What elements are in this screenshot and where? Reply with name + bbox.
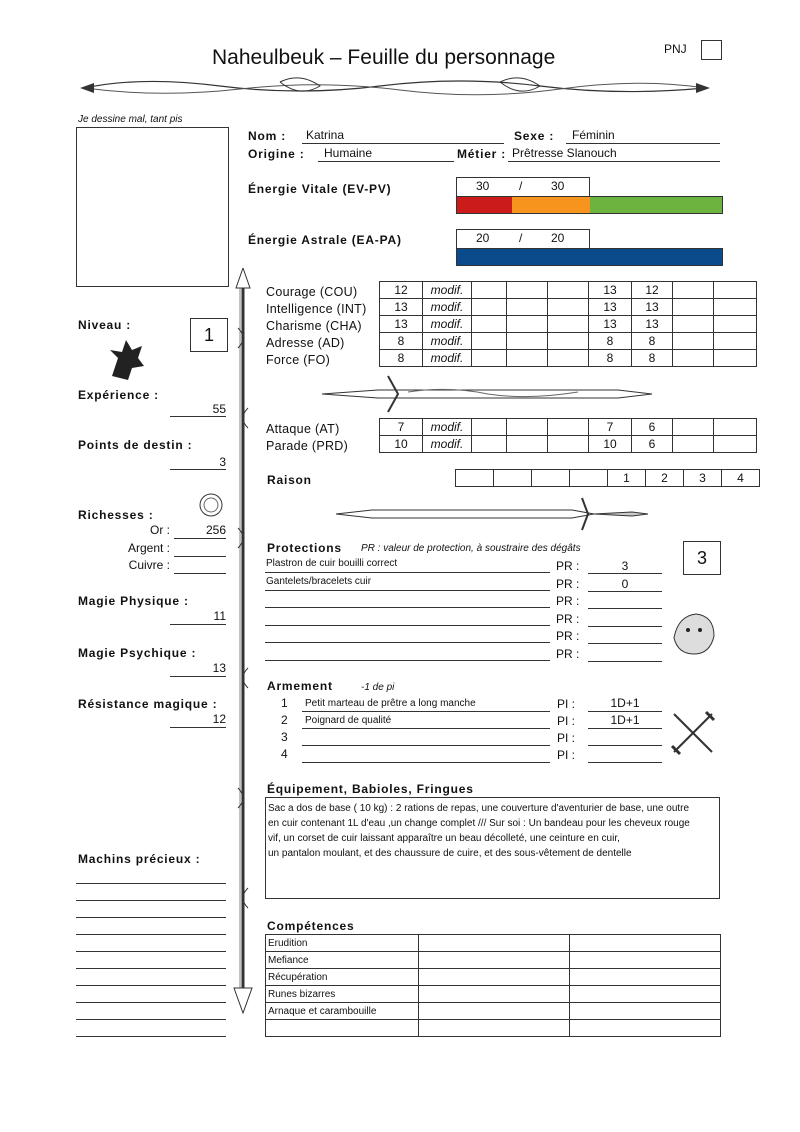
empty-cell[interactable] bbox=[548, 299, 589, 316]
portrait-caption: Je dessine mal, tant pis bbox=[78, 114, 183, 125]
name-label: Nom : bbox=[248, 129, 286, 143]
name-value[interactable]: Katrina bbox=[306, 128, 345, 142]
combat-table[interactable] bbox=[379, 418, 757, 453]
ev-label: Énergie Vitale (EV-PV) bbox=[248, 182, 392, 196]
skill-row bbox=[266, 935, 721, 952]
skill-row bbox=[266, 1020, 721, 1037]
empty-cell[interactable] bbox=[419, 1020, 570, 1037]
empty-cell[interactable] bbox=[419, 1003, 570, 1020]
empty-cell[interactable] bbox=[570, 1020, 721, 1037]
ev-max: 30 bbox=[551, 179, 565, 193]
empty-cell[interactable] bbox=[548, 436, 589, 453]
empty-cell[interactable] bbox=[714, 299, 757, 316]
combat-base[interactable]: 7 bbox=[380, 419, 423, 436]
empty-cell[interactable] bbox=[472, 282, 507, 299]
silver-label: Argent : bbox=[127, 541, 170, 555]
skills-label: Compétences bbox=[267, 919, 355, 933]
combat-value-b[interactable]: 6 bbox=[632, 436, 673, 453]
skill-name[interactable]: Mefiance bbox=[266, 952, 419, 969]
pr-label: PR : bbox=[556, 611, 580, 626]
resmag-label: Résistance magique : bbox=[78, 697, 218, 711]
empty-cell[interactable] bbox=[673, 436, 714, 453]
empty-cell[interactable] bbox=[570, 935, 721, 952]
skill-name[interactable]: Runes bizarres bbox=[266, 986, 419, 1003]
skill-row bbox=[266, 952, 721, 969]
attribute-value-a[interactable]: 13 bbox=[589, 299, 632, 316]
attribute-value-b[interactable]: 8 bbox=[632, 350, 673, 367]
attribute-value-a[interactable]: 8 bbox=[589, 350, 632, 367]
pi-label: PI : bbox=[557, 731, 576, 745]
magpsy-value[interactable]: 13 bbox=[212, 661, 226, 675]
sword-icon-2 bbox=[332, 494, 652, 534]
empty-cell[interactable] bbox=[548, 419, 589, 436]
attributes-table[interactable] bbox=[379, 281, 757, 367]
attribute-row bbox=[380, 316, 757, 333]
attribute-base[interactable]: 8 bbox=[380, 350, 423, 367]
xp-value[interactable]: 55 bbox=[212, 402, 226, 416]
ev-separator: / bbox=[519, 179, 523, 193]
modif-label[interactable]: modif. bbox=[423, 436, 472, 453]
origin-label: Origine : bbox=[248, 147, 305, 161]
skill-name[interactable]: Arnaque et carambouille bbox=[266, 1003, 419, 1020]
dragon-icon bbox=[104, 336, 148, 382]
empty-cell[interactable] bbox=[472, 299, 507, 316]
modif-label[interactable]: modif. bbox=[423, 419, 472, 436]
raison-cell[interactable]: 4 bbox=[722, 470, 760, 487]
empty-cell[interactable] bbox=[507, 299, 548, 316]
empty-cell[interactable] bbox=[419, 952, 570, 969]
empty-cell[interactable] bbox=[472, 333, 507, 350]
empty-cell[interactable] bbox=[570, 1003, 721, 1020]
modif-label[interactable]: modif. bbox=[423, 299, 472, 316]
combat-value-a[interactable]: 7 bbox=[589, 419, 632, 436]
attribute-value-b[interactable]: 13 bbox=[632, 299, 673, 316]
empty-cell[interactable] bbox=[472, 350, 507, 367]
empty-cell[interactable] bbox=[714, 419, 757, 436]
empty-cell[interactable] bbox=[419, 935, 570, 952]
attribute-base[interactable]: 13 bbox=[380, 299, 423, 316]
ea-current: 20 bbox=[476, 231, 490, 245]
empty-cell[interactable] bbox=[673, 350, 714, 367]
ev-current: 30 bbox=[476, 179, 490, 193]
empty-cell[interactable] bbox=[673, 333, 714, 350]
raison-cell[interactable]: 2 bbox=[646, 470, 684, 487]
skill-name[interactable] bbox=[266, 1020, 419, 1037]
empty-cell[interactable] bbox=[673, 299, 714, 316]
empty-cell[interactable] bbox=[507, 316, 548, 333]
pnj-label: PNJ bbox=[664, 42, 687, 56]
empty-cell[interactable] bbox=[570, 986, 721, 1003]
ea-max: 20 bbox=[551, 231, 565, 245]
empty-cell[interactable] bbox=[507, 350, 548, 367]
sex-value[interactable]: Féminin bbox=[572, 128, 615, 142]
equipment-line: un pantalon moulant, et des chaussure de cuire, et des sous-vêtement de dentelle bbox=[268, 848, 632, 859]
weapon-number: 4 bbox=[281, 747, 288, 761]
attribute-label: Intelligence (INT) bbox=[266, 302, 367, 316]
monster-head-icon bbox=[668, 608, 718, 658]
job-label: Métier : bbox=[457, 147, 507, 161]
gold-value[interactable]: 256 bbox=[205, 523, 226, 537]
empty-cell[interactable] bbox=[714, 436, 757, 453]
weapon-name[interactable]: Poignard de qualité bbox=[305, 715, 392, 726]
magphys-value[interactable]: 11 bbox=[213, 609, 226, 623]
ornament-divider-icon bbox=[80, 72, 710, 102]
empty-cell[interactable] bbox=[548, 333, 589, 350]
resmag-value[interactable]: 12 bbox=[212, 712, 226, 726]
magphys-label: Magie Physique : bbox=[78, 594, 189, 608]
attribute-row bbox=[380, 333, 757, 350]
xp-label: Expérience : bbox=[78, 388, 159, 402]
protections-note: PR : valeur de protection, à soustraire des dégâts bbox=[361, 543, 581, 554]
equipment-line: vif, un corset de cuir laissant apparaître un beau décolleté, une ceinture en cuir, bbox=[268, 833, 620, 844]
pr-label: PR : bbox=[556, 594, 580, 608]
level-label: Niveau : bbox=[78, 318, 132, 332]
crossed-weapons-icon bbox=[668, 708, 718, 758]
coin-icon bbox=[198, 492, 224, 518]
portrait-frame[interactable] bbox=[76, 127, 229, 287]
protection-name[interactable]: Gantelets/bracelets cuir bbox=[266, 575, 372, 587]
combat-value-b[interactable]: 6 bbox=[632, 419, 673, 436]
combat-base[interactable]: 10 bbox=[380, 436, 423, 453]
protection-name[interactable]: Plastron de cuir bouilli correct bbox=[266, 558, 398, 569]
pi-label: PI : bbox=[557, 697, 576, 711]
equipment-line: Sac a dos de base ( 10 kg) : 2 rations de repas, une couverture d'aventurier de base, une outre bbox=[268, 803, 690, 814]
magpsy-label: Magie Psychique : bbox=[78, 646, 197, 660]
raison-cell[interactable] bbox=[570, 470, 608, 487]
raison-label: Raison bbox=[267, 473, 312, 487]
attribute-row bbox=[380, 299, 757, 316]
copper-label: Cuivre : bbox=[128, 558, 170, 572]
attribute-row bbox=[380, 282, 757, 299]
pr-label: PR : bbox=[556, 629, 580, 643]
pr-label: PR : bbox=[556, 559, 580, 573]
attribute-base[interactable]: 8 bbox=[380, 333, 423, 350]
job-value[interactable]: Prêtresse Slanouch bbox=[512, 146, 617, 160]
combat-row bbox=[380, 419, 757, 436]
modif-label[interactable]: modif. bbox=[423, 282, 472, 299]
pi-value[interactable]: 1D+1 bbox=[610, 713, 640, 727]
modif-label[interactable]: modif. bbox=[423, 350, 472, 367]
combat-label: Parade (PRD) bbox=[266, 439, 349, 453]
skill-name[interactable]: Erudition bbox=[266, 935, 419, 952]
precious-label: Machins précieux : bbox=[78, 852, 201, 866]
attribute-base[interactable]: 12 bbox=[380, 282, 423, 299]
ev-gauge bbox=[456, 196, 723, 214]
empty-cell[interactable] bbox=[548, 316, 589, 333]
combat-label: Attaque (AT) bbox=[266, 422, 340, 436]
sex-label: Sexe : bbox=[514, 129, 555, 143]
attribute-value-b[interactable]: 8 bbox=[632, 333, 673, 350]
attribute-value-a[interactable]: 13 bbox=[589, 282, 632, 299]
skill-name[interactable]: Récupération bbox=[266, 969, 419, 986]
raison-cell[interactable]: 1 bbox=[608, 470, 646, 487]
pr-value[interactable]: 0 bbox=[621, 576, 629, 591]
modif-label[interactable]: modif. bbox=[423, 316, 472, 333]
empty-cell[interactable] bbox=[472, 419, 507, 436]
origin-value[interactable]: Humaine bbox=[324, 146, 373, 160]
attribute-label: Force (FO) bbox=[266, 353, 331, 367]
raison-cell[interactable] bbox=[494, 470, 532, 487]
modif-label[interactable]: modif. bbox=[423, 333, 472, 350]
skill-row bbox=[266, 1003, 721, 1020]
empty-cell[interactable] bbox=[714, 282, 757, 299]
pr-label: PR : bbox=[556, 576, 580, 591]
pr-value[interactable]: 3 bbox=[621, 559, 629, 573]
attribute-value-b[interactable]: 12 bbox=[632, 282, 673, 299]
weapon-name[interactable]: Petit marteau de prêtre a long manche bbox=[305, 698, 476, 709]
empty-cell[interactable] bbox=[548, 350, 589, 367]
empty-cell[interactable] bbox=[548, 282, 589, 299]
empty-cell[interactable] bbox=[570, 969, 721, 986]
equipment-line: en cuir contenant 1L d'eau ,un change complet /// Sur soi : Un bandeau pour les cheveux rouge bbox=[268, 818, 690, 829]
attribute-base[interactable]: 13 bbox=[380, 316, 423, 333]
combat-value-a[interactable]: 10 bbox=[589, 436, 632, 453]
empty-cell[interactable] bbox=[419, 969, 570, 986]
empty-cell[interactable] bbox=[507, 333, 548, 350]
pnj-checkbox[interactable] bbox=[701, 40, 722, 60]
combat-row bbox=[380, 436, 757, 453]
empty-cell[interactable] bbox=[673, 316, 714, 333]
page-title: Naheulbeuk – Feuille du personnage bbox=[212, 46, 556, 69]
raison-cell[interactable] bbox=[456, 470, 494, 487]
empty-cell[interactable] bbox=[419, 986, 570, 1003]
empty-cell[interactable] bbox=[714, 350, 757, 367]
attribute-label: Charisme (CHA) bbox=[266, 319, 362, 333]
attribute-label: Courage (COU) bbox=[266, 285, 358, 299]
skill-row bbox=[266, 986, 721, 1003]
empty-cell[interactable] bbox=[570, 952, 721, 969]
destiny-value[interactable]: 3 bbox=[219, 455, 226, 469]
raison-cell[interactable]: 3 bbox=[684, 470, 722, 487]
empty-cell[interactable] bbox=[714, 316, 757, 333]
equipment-textarea[interactable] bbox=[265, 797, 720, 899]
pi-label: PI : bbox=[557, 714, 576, 728]
empty-cell[interactable] bbox=[673, 419, 714, 436]
weapon-number: 3 bbox=[281, 730, 288, 744]
attribute-row bbox=[380, 350, 757, 367]
empty-cell[interactable] bbox=[673, 282, 714, 299]
empty-cell[interactable] bbox=[507, 282, 548, 299]
armament-note: -1 de pi bbox=[361, 682, 395, 693]
attribute-value-a[interactable]: 13 bbox=[589, 316, 632, 333]
weapon-number: 1 bbox=[281, 696, 288, 710]
ea-label: Énergie Astrale (EA-PA) bbox=[248, 233, 402, 247]
attribute-value-a[interactable]: 8 bbox=[589, 333, 632, 350]
ea-separator: / bbox=[519, 231, 523, 245]
wealth-label: Richesses : bbox=[78, 508, 154, 522]
empty-cell[interactable] bbox=[714, 333, 757, 350]
gold-label: Or : bbox=[150, 523, 170, 537]
ea-gauge bbox=[456, 248, 723, 266]
level-value[interactable]: 1 bbox=[190, 318, 228, 352]
sword-icon bbox=[318, 372, 658, 416]
raison-cell[interactable] bbox=[532, 470, 570, 487]
pi-label: PI : bbox=[557, 748, 576, 762]
spear-divider-icon bbox=[228, 268, 258, 1018]
skill-row bbox=[266, 969, 721, 986]
pi-value[interactable]: 1D+1 bbox=[610, 696, 640, 710]
armament-label: Armement bbox=[267, 679, 333, 693]
protections-label: Protections bbox=[267, 541, 342, 555]
raison-table[interactable] bbox=[455, 469, 760, 487]
empty-cell[interactable] bbox=[507, 419, 548, 436]
attribute-label: Adresse (AD) bbox=[266, 336, 345, 350]
attribute-value-b[interactable]: 13 bbox=[632, 316, 673, 333]
protection-total[interactable]: 3 bbox=[683, 541, 721, 575]
empty-cell[interactable] bbox=[507, 436, 548, 453]
destiny-label: Points de destin : bbox=[78, 438, 193, 452]
weapon-number: 2 bbox=[281, 713, 288, 727]
skills-table[interactable] bbox=[265, 934, 721, 1037]
empty-cell[interactable] bbox=[472, 436, 507, 453]
equipment-label: Équipement, Babioles, Fringues bbox=[267, 782, 474, 796]
empty-cell[interactable] bbox=[472, 316, 507, 333]
pr-label: PR : bbox=[556, 646, 580, 661]
